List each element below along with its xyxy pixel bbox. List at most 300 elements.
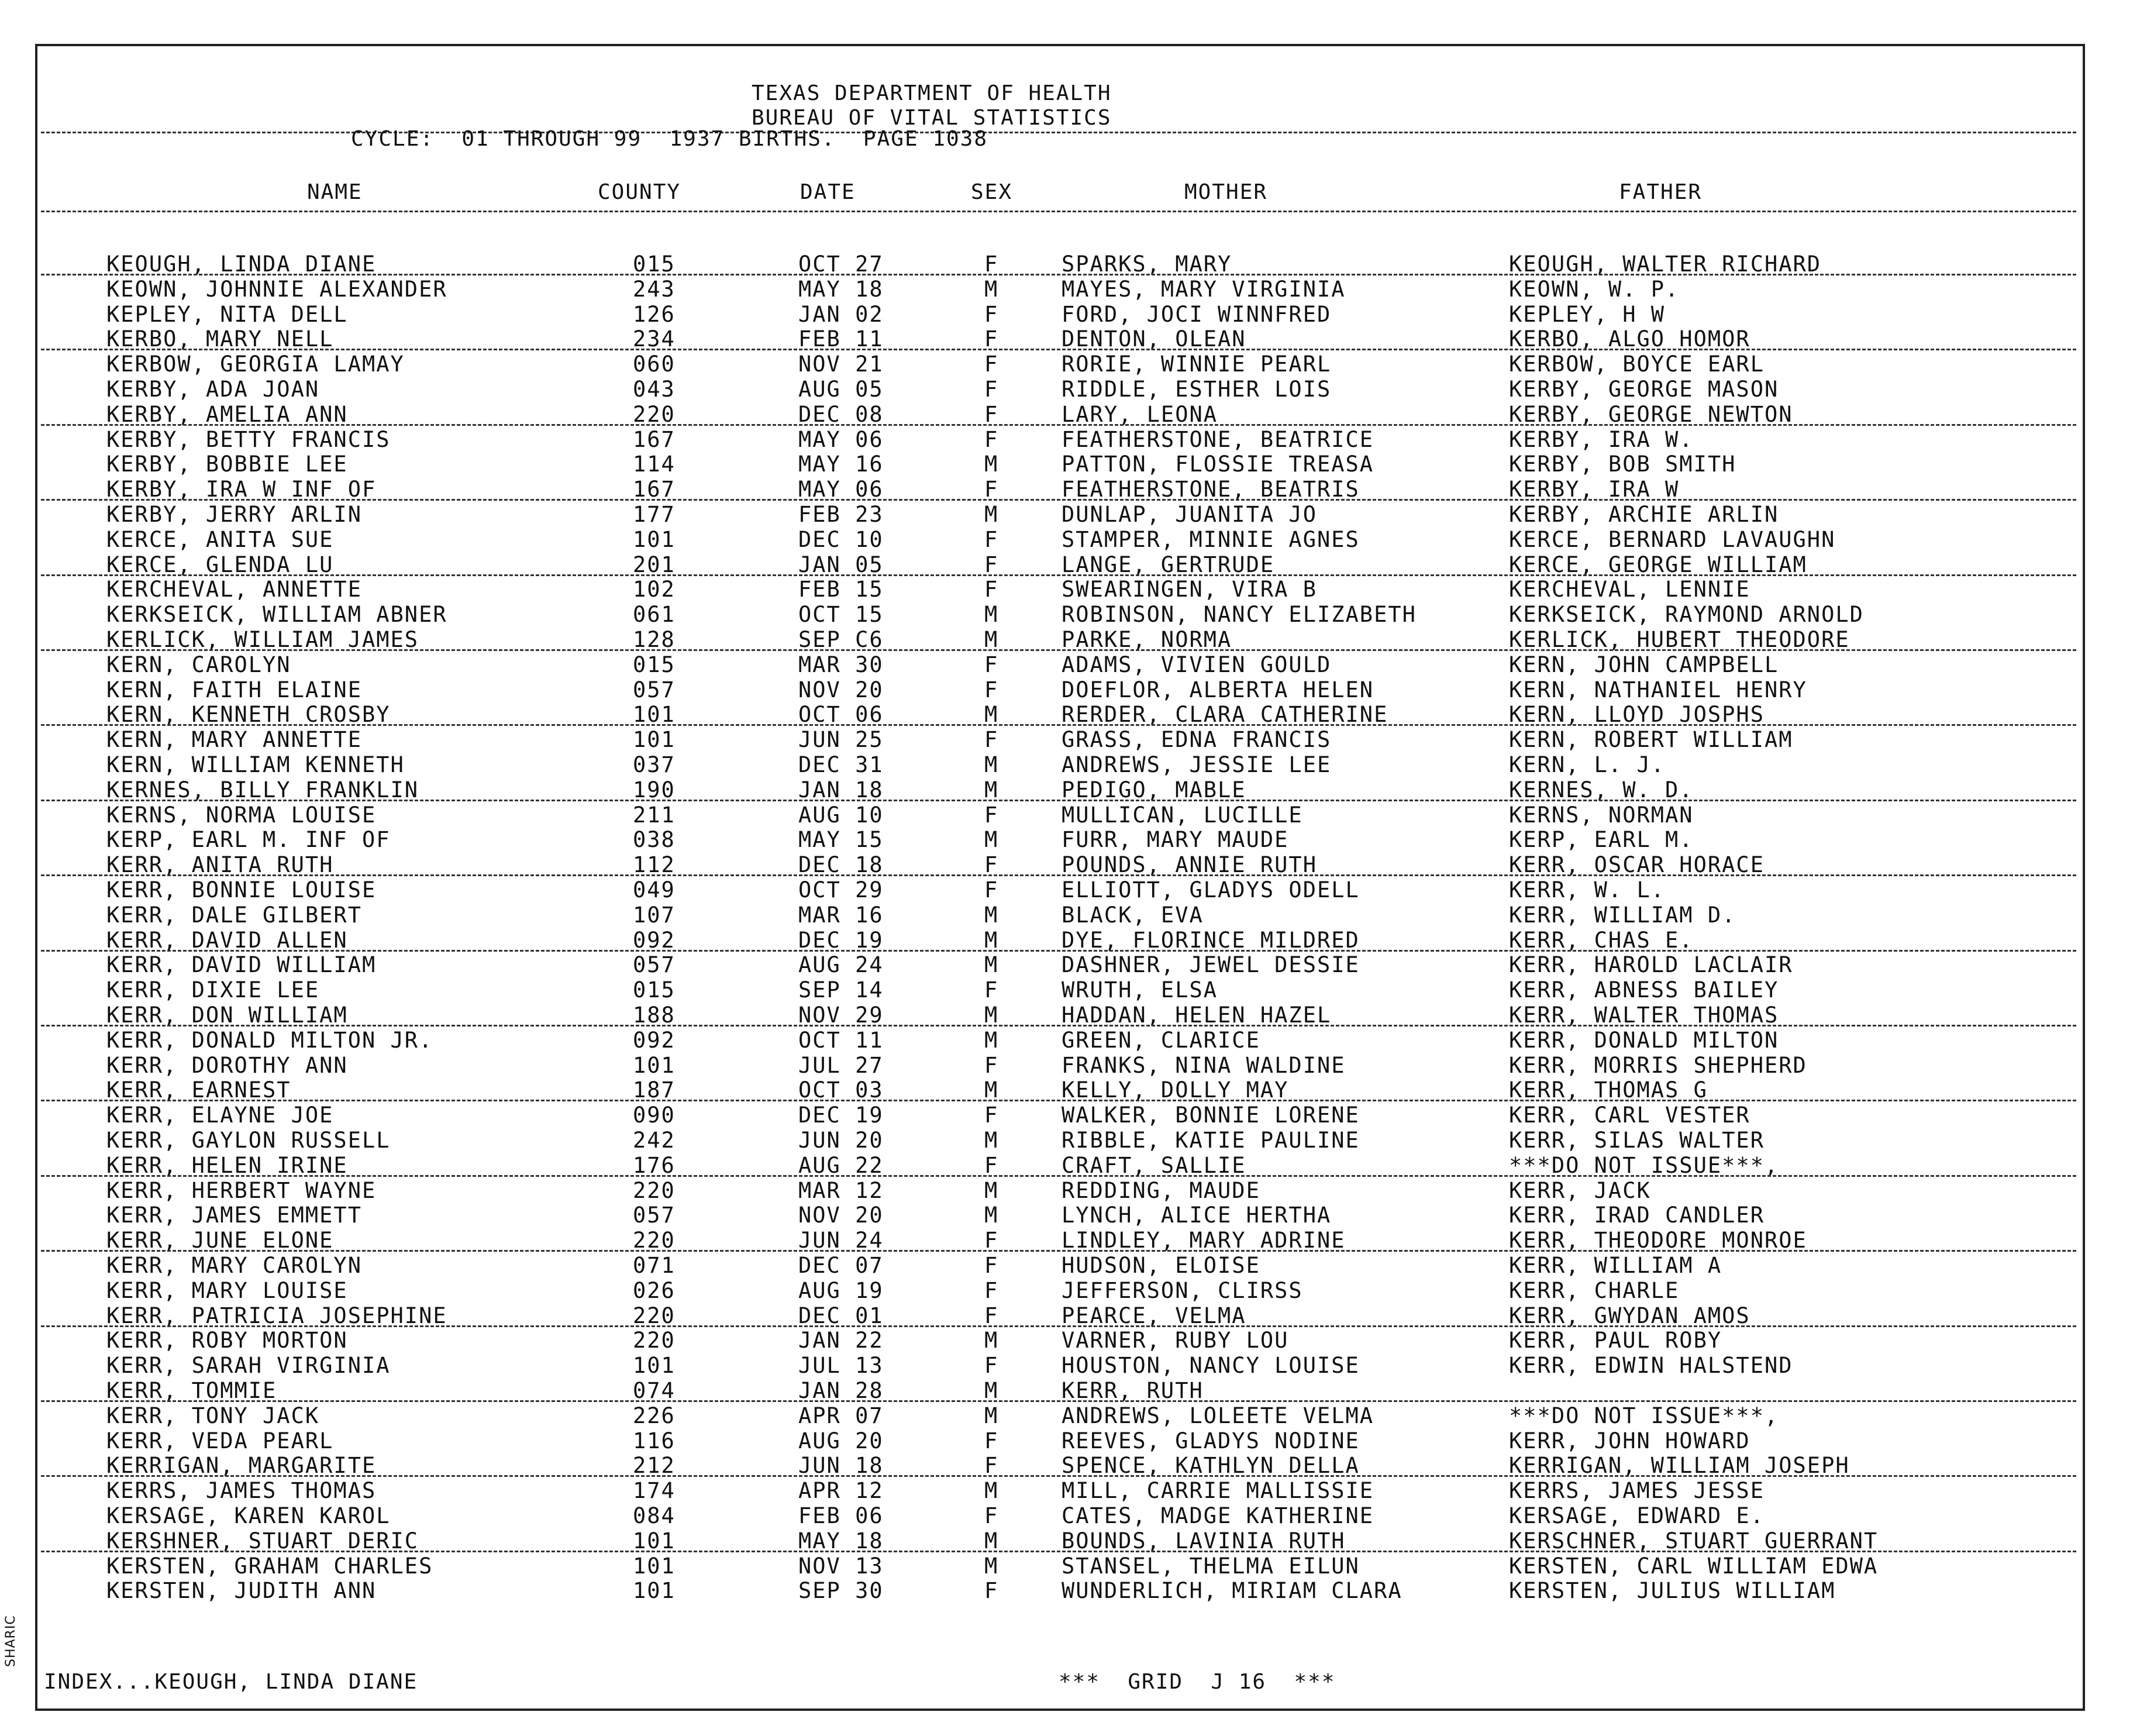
cell-sex: M <box>984 452 999 477</box>
cell-county: 220 <box>633 1228 676 1253</box>
cell-father: KERR, CHAS E. <box>1509 927 1694 953</box>
cell-county: 015 <box>633 252 676 277</box>
cell-county: 090 <box>633 1103 676 1128</box>
column-header-county: COUNTY <box>598 180 681 204</box>
table-row <box>0 1153 2140 1178</box>
cell-county: 243 <box>633 276 676 302</box>
footer-index: INDEX...KEOUGH, LINDA DIANE <box>44 1670 418 1694</box>
cell-name: KERR, SARAH VIRGINIA <box>106 1353 391 1379</box>
cell-name: KERR, VEDA PEARL <box>106 1428 334 1453</box>
cell-mother: MILL, CARRIE MALLISSIE <box>1062 1478 1374 1504</box>
cell-mother: PEDIGO, MABLE <box>1062 777 1246 802</box>
cell-father: KERBOW, BOYCE EARL <box>1509 352 1765 377</box>
cell-date: SEP 14 <box>798 977 884 1003</box>
cell-date: OCT 29 <box>798 877 884 903</box>
cell-sex: M <box>984 1177 999 1203</box>
cell-date: AUG 05 <box>798 377 884 402</box>
cell-father: KERSTEN, CARL WILLIAM EDWA <box>1509 1553 1879 1579</box>
table-row <box>0 602 2140 627</box>
cell-date: JAN 22 <box>798 1328 884 1353</box>
cell-father: KERBY, IRA W <box>1509 477 1680 502</box>
cell-date: JUN 24 <box>798 1228 884 1253</box>
table-row <box>0 1178 2140 1203</box>
cell-county: 084 <box>633 1503 676 1528</box>
cell-date: JUN 25 <box>798 727 884 753</box>
table-row <box>0 627 2140 652</box>
cell-mother: ELLIOTT, GLADYS ODELL <box>1062 877 1360 903</box>
cell-name: KERN, CAROLYN <box>106 652 291 677</box>
cell-father: KEOUGH, WALTER RICHARD <box>1509 252 1822 277</box>
cell-mother: SPARKS, MARY <box>1062 252 1232 277</box>
cell-mother: SWEARINGEN, VIRA B <box>1062 577 1317 602</box>
table-row <box>0 1378 2140 1403</box>
cell-name: KERSTEN, GRAHAM CHARLES <box>106 1553 433 1579</box>
cell-name: KERCE, GLENDA LU <box>106 552 334 577</box>
column-header-sex: SEX <box>971 180 1013 204</box>
cell-name: KERR, HERBERT WAYNE <box>106 1177 377 1203</box>
table-row <box>0 1128 2140 1153</box>
cell-name: KERR, DONALD MILTON JR. <box>106 1027 433 1053</box>
cell-county: 101 <box>633 1353 676 1379</box>
cell-mother: DOEFLOR, ALBERTA HELEN <box>1062 677 1374 702</box>
cell-sex: F <box>984 401 999 427</box>
cell-sex: M <box>984 902 999 928</box>
cell-father: KERR, ABNESS BAILEY <box>1509 977 1779 1003</box>
cell-county: 126 <box>633 301 676 327</box>
cell-mother: FRANKS, NINA WALDINE <box>1062 1052 1346 1078</box>
cell-date: JUL 27 <box>798 1052 884 1078</box>
cell-sex: M <box>984 502 999 527</box>
cell-name: KERR, ROBY MORTON <box>106 1328 348 1353</box>
cell-date: AUG 24 <box>798 952 884 978</box>
cell-name: KERBO, MARY NELL <box>106 326 334 352</box>
cell-mother: PATTON, FLOSSIE TREASA <box>1062 452 1374 477</box>
cell-father: KERN, LLOYD JOSPHS <box>1509 702 1765 728</box>
cell-county: 101 <box>633 1578 676 1604</box>
table-row <box>0 427 2140 452</box>
cell-father: KERN, L. J. <box>1509 752 1666 777</box>
cell-father: KERBY, IRA W. <box>1509 426 1694 452</box>
cell-mother: ADAMS, VIVIEN GOULD <box>1062 652 1332 677</box>
cell-county: 038 <box>633 827 676 853</box>
cell-father: KERR, SILAS WALTER <box>1509 1128 1765 1153</box>
cell-date: NOV 21 <box>798 352 884 377</box>
cell-father: KERCE, GEORGE WILLIAM <box>1509 552 1807 577</box>
cell-sex: F <box>984 377 999 402</box>
table-row <box>0 452 2140 477</box>
cell-name: KERR, ELAYNE JOE <box>106 1103 334 1128</box>
cell-mother: STANSEL, THELMA EILUN <box>1062 1553 1360 1579</box>
cell-sex: F <box>984 526 999 552</box>
cell-county: 015 <box>633 977 676 1003</box>
cell-county: 092 <box>633 927 676 953</box>
cell-date: SEP 30 <box>798 1578 884 1604</box>
cell-county: 116 <box>633 1428 676 1453</box>
cell-county: 188 <box>633 1003 676 1028</box>
cell-name: KERR, DOROTHY ANN <box>106 1052 348 1078</box>
cell-date: APR 12 <box>798 1478 884 1504</box>
cell-date: DEC 07 <box>798 1253 884 1278</box>
cell-father: KERBY, BOB SMITH <box>1509 452 1736 477</box>
cell-mother: DUNLAP, JUANITA JO <box>1062 502 1317 527</box>
cell-father: KERR, JACK <box>1509 1177 1651 1203</box>
cell-county: 057 <box>633 1203 676 1228</box>
cell-date: NOV 20 <box>798 677 884 702</box>
table-row <box>0 352 2140 377</box>
table-row <box>0 652 2140 677</box>
table-row <box>0 302 2140 327</box>
cell-county: 167 <box>633 477 676 502</box>
table-row <box>0 1554 2140 1579</box>
cell-sex: F <box>984 877 999 903</box>
cell-mother: HOUSTON, NANCY LOUISE <box>1062 1353 1360 1379</box>
cell-mother: LINDLEY, MARY ADRINE <box>1062 1228 1346 1253</box>
cell-date: MAY 18 <box>798 1528 884 1554</box>
cell-sex: M <box>984 777 999 802</box>
cell-sex: F <box>984 326 999 352</box>
cell-name: KERR, MARY CAROLYN <box>106 1253 362 1278</box>
table-row <box>0 1578 2140 1603</box>
cell-county: 234 <box>633 326 676 352</box>
cell-date: MAY 15 <box>798 827 884 853</box>
cell-mother: RORIE, WINNIE PEARL <box>1062 352 1332 377</box>
table-row <box>0 827 2140 852</box>
table-row <box>0 402 2140 427</box>
cell-father: KEPLEY, H W <box>1509 301 1666 327</box>
cell-county: 101 <box>633 727 676 753</box>
cell-name: KERBY, JERRY ARLIN <box>106 502 362 527</box>
cell-name: KERR, JAMES EMMETT <box>106 1203 362 1228</box>
table-row <box>0 1028 2140 1053</box>
cell-mother: LYNCH, ALICE HERTHA <box>1062 1203 1332 1228</box>
cell-name: KERR, DAVID ALLEN <box>106 927 348 953</box>
table-row <box>0 952 2140 977</box>
cell-mother: MULLICAN, LUCILLE <box>1062 802 1303 828</box>
cell-county: 015 <box>633 652 676 677</box>
table-row <box>0 277 2140 302</box>
table-row <box>0 527 2140 552</box>
cell-date: JUN 18 <box>798 1453 884 1479</box>
cell-county: 107 <box>633 902 676 928</box>
cell-father: KERRS, JAMES JESSE <box>1509 1478 1765 1504</box>
cell-sex: F <box>984 652 999 677</box>
cell-sex: F <box>984 1353 999 1379</box>
cell-date: APR 07 <box>798 1403 884 1428</box>
cell-father: KERR, JOHN HOWARD <box>1509 1428 1750 1453</box>
table-row <box>0 577 2140 602</box>
cell-name: KERBY, AMELIA ANN <box>106 401 348 427</box>
cell-father: KERN, NATHANIEL HENRY <box>1509 677 1807 702</box>
cell-sex: F <box>984 977 999 1003</box>
cell-name: KERN, FAITH ELAINE <box>106 677 362 702</box>
cell-father: KERR, PAUL ROBY <box>1509 1328 1722 1353</box>
cell-mother: KERR, RUTH <box>1062 1378 1204 1403</box>
cell-father: KERSCHNER, STUART GUERRANT <box>1509 1528 1879 1554</box>
cell-county: 102 <box>633 577 676 602</box>
cell-mother: RIBBLE, KATIE PAULINE <box>1062 1128 1360 1153</box>
table-row <box>0 1503 2140 1528</box>
cell-mother: SPENCE, KATHLYN DELLA <box>1062 1453 1360 1479</box>
cell-father: KERR, CHARLE <box>1509 1277 1680 1303</box>
cell-county: 092 <box>633 1027 676 1053</box>
cell-date: FEB 06 <box>798 1503 884 1528</box>
cell-name: KERR, TONY JACK <box>106 1403 320 1428</box>
cell-county: 176 <box>633 1152 676 1178</box>
cell-mother: MAYES, MARY VIRGINIA <box>1062 276 1346 302</box>
cell-father: KERCHEVAL, LENNIE <box>1509 577 1750 602</box>
cell-mother: REEVES, GLADYS NODINE <box>1062 1428 1360 1453</box>
cell-sex: F <box>984 552 999 577</box>
cell-county: 101 <box>633 1052 676 1078</box>
cell-county: 220 <box>633 401 676 427</box>
cell-father: ***DO NOT ISSUE***, <box>1509 1403 1779 1428</box>
cell-sex: M <box>984 276 999 302</box>
cell-sex: F <box>984 1228 999 1253</box>
cell-date: JAN 28 <box>798 1378 884 1403</box>
cell-date: NOV 20 <box>798 1203 884 1228</box>
table-row <box>0 1528 2140 1554</box>
cell-name: KERR, EARNEST <box>106 1077 291 1103</box>
cell-mother: ROBINSON, NANCY ELIZABETH <box>1062 602 1417 628</box>
cell-name: KERBY, IRA W INF OF <box>106 477 377 502</box>
cell-sex: F <box>984 1152 999 1178</box>
column-header-mother: MOTHER <box>1184 180 1268 204</box>
cell-mother: PARKE, NORMA <box>1062 627 1232 652</box>
cell-mother: PEARCE, VELMA <box>1062 1303 1246 1328</box>
table-row <box>0 977 2140 1003</box>
cell-sex: M <box>984 752 999 777</box>
cell-sex: M <box>984 1003 999 1028</box>
cell-sex: F <box>984 252 999 277</box>
cell-father: KERN, ROBERT WILLIAM <box>1509 727 1793 753</box>
cell-father: KERR, THOMAS G <box>1509 1077 1708 1103</box>
cell-mother: DYE, FLORINCE MILDRED <box>1062 927 1360 953</box>
table-row <box>0 802 2140 828</box>
cell-name: KERBOW, GEORGIA LAMAY <box>106 352 405 377</box>
cell-date: JAN 05 <box>798 552 884 577</box>
cell-father: KERN, JOHN CAMPBELL <box>1509 652 1779 677</box>
cell-name: KERP, EARL M. INF OF <box>106 827 391 853</box>
cell-county: 049 <box>633 877 676 903</box>
table-row <box>0 1228 2140 1253</box>
table-row <box>0 1278 2140 1303</box>
cell-name: KERR, BONNIE LOUISE <box>106 877 377 903</box>
table-row <box>0 502 2140 527</box>
cell-name: KERR, DALE GILBERT <box>106 902 362 928</box>
cell-sex: M <box>984 627 999 652</box>
cell-father: KERLICK, HUBERT THEODORE <box>1509 627 1850 652</box>
cell-date: DEC 31 <box>798 752 884 777</box>
cell-county: 220 <box>633 1303 676 1328</box>
cell-mother: WALKER, BONNIE LORENE <box>1062 1103 1360 1128</box>
cell-mother: VARNER, RUBY LOU <box>1062 1328 1289 1353</box>
column-header-divider <box>41 211 2076 212</box>
cell-name: KEOUGH, LINDA DIANE <box>106 252 377 277</box>
cell-date: OCT 11 <box>798 1027 884 1053</box>
cell-sex: M <box>984 702 999 728</box>
cell-date: OCT 03 <box>798 1077 884 1103</box>
cell-name: KERSTEN, JUDITH ANN <box>106 1578 377 1604</box>
table-row <box>0 252 2140 277</box>
cell-county: 167 <box>633 426 676 452</box>
cell-sex: F <box>984 802 999 828</box>
cell-county: 201 <box>633 552 676 577</box>
cell-father: KERR, CARL VESTER <box>1509 1103 1750 1128</box>
table-row <box>0 477 2140 502</box>
cell-name: KEOWN, JOHNNIE ALEXANDER <box>106 276 447 302</box>
cell-county: 211 <box>633 802 676 828</box>
table-row <box>0 1253 2140 1278</box>
table-row <box>0 677 2140 702</box>
cell-name: KERR, JUNE ELONE <box>106 1228 334 1253</box>
cell-county: 174 <box>633 1478 676 1504</box>
table-row <box>0 1328 2140 1353</box>
cell-mother: FEATHERSTONE, BEATRICE <box>1062 426 1374 452</box>
table-row <box>0 552 2140 577</box>
cell-father: KERR, THEODORE MONROE <box>1509 1228 1807 1253</box>
cell-father: KERSTEN, JULIUS WILLIAM <box>1509 1578 1836 1604</box>
cell-sex: F <box>984 426 999 452</box>
cell-father: KERSAGE, EDWARD E. <box>1509 1503 1765 1528</box>
table-row <box>0 1203 2140 1228</box>
cell-county: 242 <box>633 1128 676 1153</box>
cell-date: JAN 02 <box>798 301 884 327</box>
cell-mother: DASHNER, JEWEL DESSIE <box>1062 952 1360 978</box>
cell-date: MAY 18 <box>798 276 884 302</box>
table-row <box>0 1353 2140 1378</box>
cell-father: KERCE, BERNARD LAVAUGHN <box>1509 526 1836 552</box>
cell-name: KERSAGE, KAREN KAROL <box>106 1503 391 1528</box>
cell-mother: FORD, JOCI WINNFRED <box>1062 301 1332 327</box>
cell-name: KERLICK, WILLIAM JAMES <box>106 627 419 652</box>
cell-father: KERBO, ALGO HOMOR <box>1509 326 1750 352</box>
cell-date: MAR 12 <box>798 1177 884 1203</box>
cell-county: 190 <box>633 777 676 802</box>
cell-sex: M <box>984 1077 999 1103</box>
table-row <box>0 852 2140 877</box>
cell-sex: M <box>984 952 999 978</box>
cell-father: KERR, MORRIS SHEPHERD <box>1509 1052 1807 1078</box>
cell-mother: JEFFERSON, CLIRSS <box>1062 1277 1303 1303</box>
cell-county: 220 <box>633 1177 676 1203</box>
cell-date: OCT 27 <box>798 252 884 277</box>
cell-father: KERR, IRAD CANDLER <box>1509 1203 1765 1228</box>
table-row <box>0 1303 2140 1328</box>
table-row <box>0 903 2140 928</box>
footer-grid: *** GRID J 16 *** <box>1059 1670 1336 1694</box>
cell-county: 037 <box>633 752 676 777</box>
cell-county: 061 <box>633 602 676 628</box>
cell-mother: STAMPER, MINNIE AGNES <box>1062 526 1360 552</box>
header-line1: TEXAS DEPARTMENT OF HEALTH <box>752 81 1112 105</box>
cell-father: KERBY, GEORGE NEWTON <box>1509 401 1793 427</box>
cell-father: KERKSEICK, RAYMOND ARNOLD <box>1509 602 1864 628</box>
table-row <box>0 877 2140 903</box>
cell-mother: RERDER, CLARA CATHERINE <box>1062 702 1388 728</box>
cell-name: KERSHNER, STUART DERIC <box>106 1528 419 1554</box>
cell-sex: M <box>984 1328 999 1353</box>
cell-mother: POUNDS, ANNIE RUTH <box>1062 852 1317 878</box>
side-stamp: SHARIC <box>4 1615 18 1667</box>
cell-name: KERKSEICK, WILLIAM ABNER <box>106 602 447 628</box>
cell-county: 101 <box>633 526 676 552</box>
cell-name: KERNS, NORMA LOUISE <box>106 802 377 828</box>
cell-date: OCT 15 <box>798 602 884 628</box>
cell-mother: BOUNDS, LAVINIA RUTH <box>1062 1528 1346 1554</box>
cell-mother: ANDREWS, JESSIE LEE <box>1062 752 1332 777</box>
table-row <box>0 1103 2140 1128</box>
table-row <box>0 1428 2140 1453</box>
cell-county: 057 <box>633 677 676 702</box>
cell-father: KERR, HAROLD LACLAIR <box>1509 952 1793 978</box>
cell-date: MAR 30 <box>798 652 884 677</box>
cell-county: 226 <box>633 1403 676 1428</box>
cell-father: KERNS, NORMAN <box>1509 802 1694 828</box>
table-row <box>0 928 2140 953</box>
cell-sex: M <box>984 1403 999 1428</box>
table-row <box>0 727 2140 752</box>
cell-date: JUL 13 <box>798 1353 884 1379</box>
cell-father: KERR, GWYDAN AMOS <box>1509 1303 1750 1328</box>
cell-date: DEC 19 <box>798 1103 884 1128</box>
cell-father: KERR, EDWIN HALSTEND <box>1509 1353 1793 1379</box>
cell-name: KERR, DAVID WILLIAM <box>106 952 377 978</box>
cell-mother: ANDREWS, LOLEETE VELMA <box>1062 1403 1374 1428</box>
cell-name: KERR, HELEN IRINE <box>106 1152 348 1178</box>
cell-name: KERR, DON WILLIAM <box>106 1003 348 1028</box>
cell-father: KERR, WILLIAM D. <box>1509 902 1736 928</box>
cell-name: KEPLEY, NITA DELL <box>106 301 348 327</box>
cell-sex: M <box>984 1027 999 1053</box>
cell-father: KERR, W. L. <box>1509 877 1666 903</box>
cell-father: KERR, WALTER THOMAS <box>1509 1003 1779 1028</box>
cell-date: DEC 01 <box>798 1303 884 1328</box>
cell-sex: M <box>984 1553 999 1579</box>
table-row <box>0 1053 2140 1078</box>
cell-father: ***DO NOT ISSUE***, <box>1509 1152 1779 1178</box>
cell-date: MAY 06 <box>798 426 884 452</box>
table-row <box>0 1453 2140 1478</box>
cell-mother: REDDING, MAUDE <box>1062 1177 1260 1203</box>
cell-county: 187 <box>633 1077 676 1103</box>
cell-mother: GREEN, CLARICE <box>1062 1027 1260 1053</box>
cell-county: 074 <box>633 1378 676 1403</box>
cell-sex: F <box>984 1428 999 1453</box>
cell-date: DEC 18 <box>798 852 884 878</box>
cell-sex: F <box>984 677 999 702</box>
cell-date: AUG 22 <box>798 1152 884 1178</box>
cell-sex: M <box>984 1478 999 1504</box>
table-row <box>0 752 2140 777</box>
cell-name: KERBY, BETTY FRANCIS <box>106 426 391 452</box>
cell-date: MAY 06 <box>798 477 884 502</box>
cell-county: 026 <box>633 1277 676 1303</box>
cell-mother: HADDAN, HELEN HAZEL <box>1062 1003 1332 1028</box>
cell-sex: M <box>984 1203 999 1228</box>
cell-county: 128 <box>633 627 676 652</box>
cell-date: AUG 20 <box>798 1428 884 1453</box>
cell-date: JUN 20 <box>798 1128 884 1153</box>
cell-date: FEB 23 <box>798 502 884 527</box>
table-row <box>0 1003 2140 1028</box>
cell-mother: FURR, MARY MAUDE <box>1062 827 1289 853</box>
header-line2: BUREAU OF VITAL STATISTICS <box>752 106 1112 130</box>
cell-sex: F <box>984 352 999 377</box>
cell-sex: F <box>984 852 999 878</box>
cell-name: KERR, ANITA RUTH <box>106 852 334 878</box>
column-header-father: FATHER <box>1619 180 1703 204</box>
cell-sex: M <box>984 602 999 628</box>
